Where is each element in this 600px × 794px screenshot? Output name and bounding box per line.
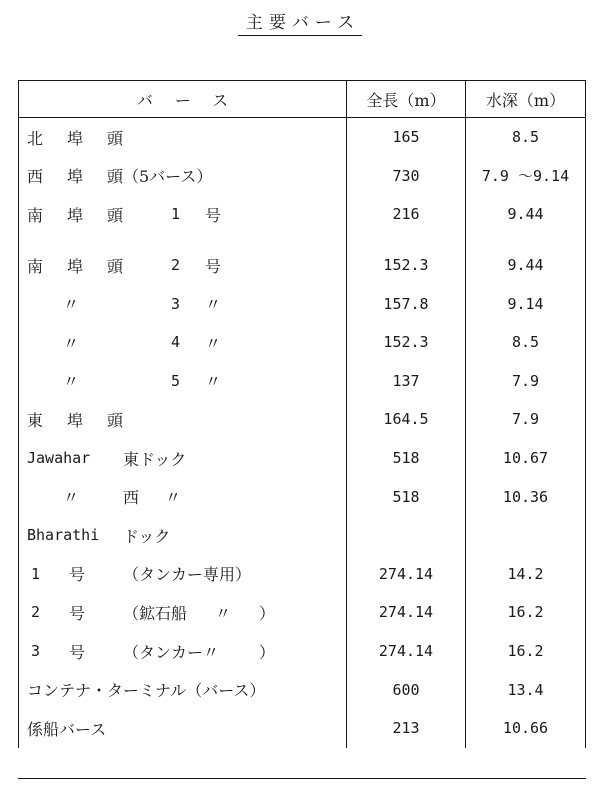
table-bottom-border: [18, 778, 586, 779]
table-row: 2 号 （鉱石船 〃 ） 274.14 16.2: [19, 593, 585, 632]
table-row: 東 埠 頭 164.5 7.9: [19, 400, 585, 439]
table-row: 1 号 （タンカー専用） 274.14 14.2: [19, 555, 585, 594]
header-depth: 水深（m）: [485, 90, 566, 110]
table-row: Bharathi ドック: [19, 516, 585, 555]
table-row: コンテナ・ターミナル（バース） 600 13.4: [19, 670, 585, 709]
table-row: 南 埠 頭 1 号 216 9.44: [19, 195, 585, 234]
table-row: 係船バース 213 10.66: [19, 709, 585, 748]
table-row: 〃 5 〃 137 7.9: [19, 362, 585, 401]
table-row: 〃 3 〃 157.8 9.14: [19, 284, 585, 323]
table-header: [19, 81, 585, 118]
table-row: 〃 西 〃 518 10.36: [19, 477, 585, 516]
table-gap: [19, 234, 585, 246]
table-row: Jawahar 東ドック 518 10.67: [19, 439, 585, 478]
table-row: 3 号 （タンカー〃 ） 274.14 16.2: [19, 632, 585, 671]
table-row: 〃 4 〃 152.3 8.5: [19, 323, 585, 362]
page-title: 主要バース: [0, 8, 600, 33]
header-berth: バース: [19, 81, 347, 117]
header-length: 全長（m）: [347, 81, 466, 117]
table-row: 北 埠 頭 165 8.5: [19, 118, 585, 157]
berth-table: [18, 80, 586, 748]
table-row: 西 埠 頭（5バース） 730 7.9 ～9.14: [19, 157, 585, 196]
table-row: 南 埠 頭 2 号 152.3 9.44: [19, 246, 585, 285]
